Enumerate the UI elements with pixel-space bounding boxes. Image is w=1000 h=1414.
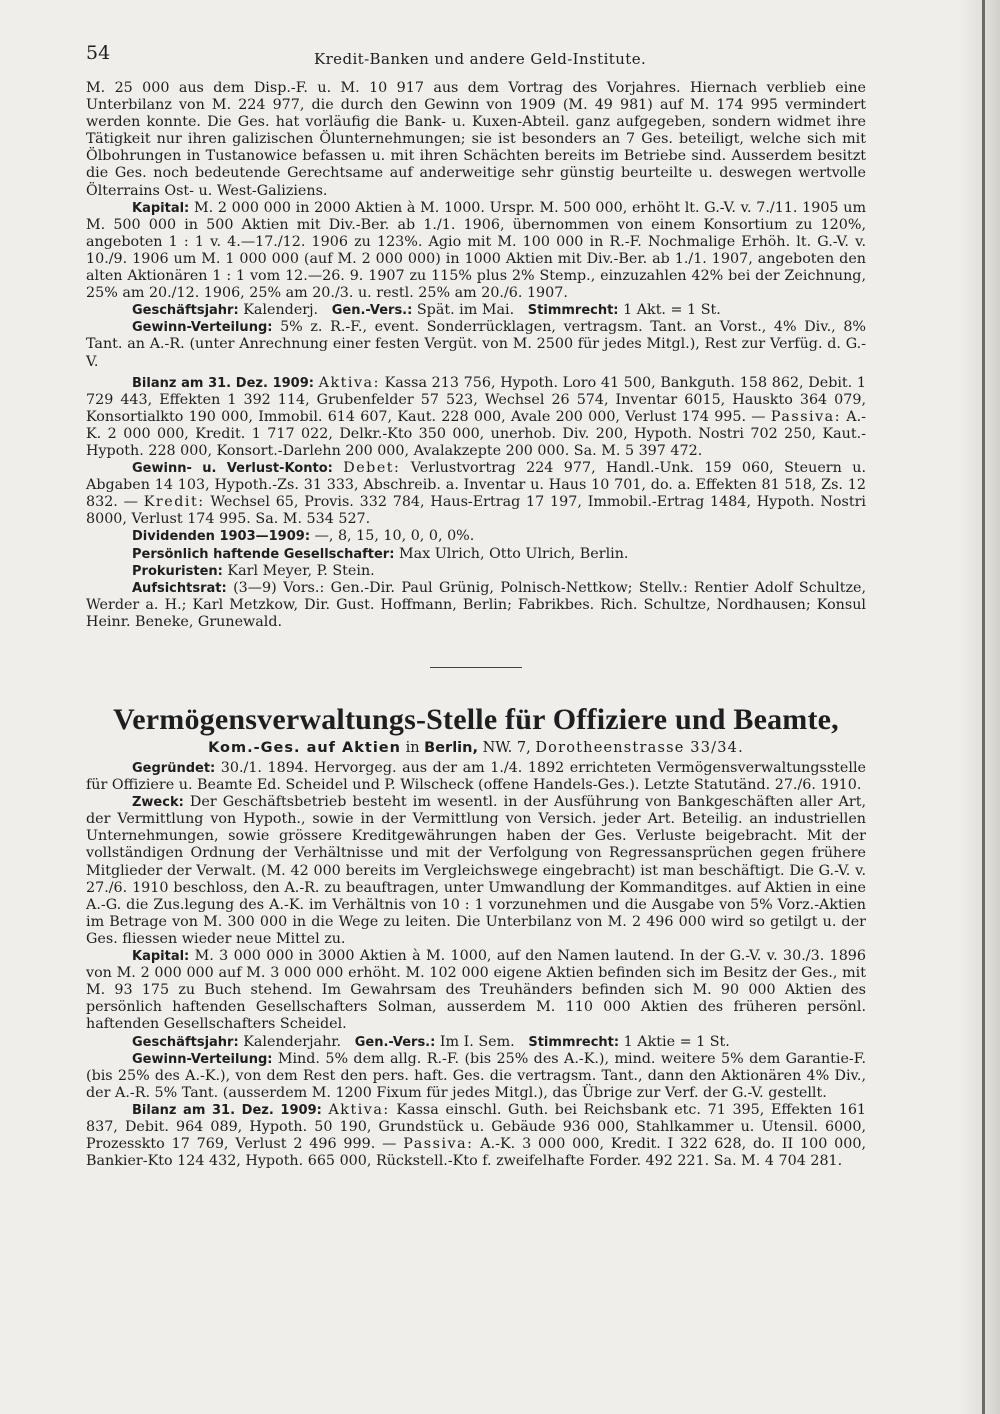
page: [86, 42, 866, 1170]
gewinn-verteilung-text: 5% z. R.-F., event. Sonderrücklagen, vertragsm. Tant. an Vorst., 4% Div., 8% Tant. an A.-R. (unter Anrechnung einer festen Vergüt. von M. 2500 für jedes Mitgl.), Rest zur Verfüg. d. G.-V.: [86, 319, 866, 370]
bilanz-entry: [86, 375, 866, 460]
passiva2-word: Passiva:: [403, 1136, 474, 1153]
gen-vers-label: Gen.-Vers.:: [331, 303, 413, 319]
intro-paragraph: M. 25 000 aus dem Disp.-F. u. M. 10 917 aus dem Vortrag des Vorjahres. Hiernach verblieb eine Unterbilanz von M. 224 977, die durch den Gewinn von 1909 (M. 49 981) auf M. 174 995 vermindert werden konnte. Die Ges. hat vorläufig die Bank- u. Kuxen-Abteil. ganz aufgegeben, sondern widmet ihre Tätigkeit nur ihren galizischen Ölunternehmungen; sie ist besonders an 7 Ges. beteiligt, welche sich mit Ölbohrungen in Tustanowice befassen u. mit ihren Schächten bereits im Betriebe sind. Ausserdem besitzt die Ges. noch bedeutende Gerechtsame auf anderweitige sehr günstig beurteilte u. deswegen wertvolle Ölterrains Ost- u. West-Galiziens.: [86, 80, 866, 199]
gewinn-verteilung-label: Gewinn-Verteilung:: [132, 320, 273, 336]
prokuristen-label: Prokuristen:: [132, 563, 223, 579]
stimmrecht2-text: 1 Aktie = 1 St.: [623, 1033, 730, 1050]
guv-debet-text: Verlustvortrag 224 977, Handl.-Unk. 159 060, Steuern u. Abgaben 14 103, Hypoth.-Zs. 31 333, Abschreib. a. Inventar u. Haus 10 701, do. a. Effekten 81 518, Zs. 12 832. —: [86, 460, 866, 511]
bilanz-passiva-text: A.-K. 2 000 000, Kredit. 1 717 022, Delkr.-Kto 350 000, unerhob. Div. 200, Hypoth. Nostri 702 250, Kaut.-Hypoth. 228 000, Konsort.-Darlehn 200 000, Avalakzepte 200 000. Sa. M. 5 397 472.: [86, 408, 866, 459]
bilanz2-aktiva-text: Kassa einschl. Guth. bei Reichsbank etc. 71 395, Effekten 161 837, Debit. 964 089, Hypoth. 50 190, Grundstück u. Gebäude 936 000, Stahlkammer u. Utensil. 6000, Prozesskto 17 769, Verlust 2 496 999. —: [86, 1101, 867, 1153]
dividenden-text: —, 8, 15, 10, 0, 0, 0%.: [314, 528, 475, 545]
dividenden-entry: [86, 528, 866, 545]
section-divider: [430, 667, 522, 668]
gewinn-verteilung2-label: Gewinn-Verteilung:: [132, 1051, 273, 1067]
guv-entry: [86, 460, 866, 528]
kapital2-text: M. 3 000 000 in 3000 Aktien à M. 1000, auf den Namen lautend. In der G.-V. v. 30./3. 1896 von M. 2 000 000 auf M. 3 000 000 erhöht. M. 102 000 eigene Aktien befinden sich im Besitz der Ges., mit M. 93 175 zu Buch stehend. Im Gewahrsam des Treuhänders befinden sich M. 90 000 Aktien des persönlich haftenden Gesellschafters Solman, ausserdem M. 110 000 Aktien des früheren persönl. haftenden Gesellschafters Scheidel.: [86, 948, 866, 1033]
page-header: [86, 42, 866, 76]
prokuristen-entry: [86, 563, 866, 580]
aufsichtsrat-text: (3—9) Vors.: Gen.-Dir. Paul Grünig, Polnisch-Nettkow; Stellv.: Rentier Adolf Schultze, Werder a. H.; Karl Metzkow, Dir. Gust. Hoffmann, Berlin; Fabrikbes. Rich. Schultze, Nordhausen; Konsul Heinr. Beneke, Grunewald.: [86, 579, 866, 630]
bilanz2-label: Bilanz am 31. Dez. 1909:: [132, 1102, 322, 1118]
kapital2-label: Kapital:: [132, 949, 190, 965]
bilanz-aktiva-text: Kassa 213 756, Hypoth. Loro 41 500, Bankguth. 158 862, Debit. 1 729 443, Effekten 1 392 114, Grubenfelder 57 523, Wechsel 26 574, Inventar 6015, Hauskto 364 079, Konsortialkto 190 000, Immobil. 614 607, Kaut. 228 000, Avale 200 000, Verlust 174 995. —: [86, 374, 867, 425]
geschaeftsjahr-entry: [86, 302, 866, 319]
legal-form: Kom.-Ges. auf Aktien: [208, 740, 401, 756]
gegruendet-entry: [86, 760, 866, 794]
geschaeftsjahr2-text: Kalenderjahr.: [243, 1033, 342, 1050]
company-subtitle: [86, 740, 866, 756]
bilanz2-entry: [86, 1102, 866, 1170]
guv-label: Gewinn- u. Verlust-Konto:: [132, 461, 333, 477]
prokuristen-text: Karl Meyer, P. Stein.: [227, 562, 375, 579]
gegruendet-label: Gegründet:: [132, 761, 216, 776]
geschaeftsjahr-label: Geschäftsjahr:: [132, 303, 239, 319]
in-word: in: [405, 740, 420, 756]
stimmrecht2-label: Stimmrecht:: [528, 1034, 620, 1050]
gewinn-verteilung2-text: Mind. 5% dem allg. R.-F. (bis 25% des A.-K.), mind. weitere 5% dem Garantie-F. (bis 25% des A.-K.), von dem Rest den pers. haft. Ges. die vertragsm. Tant., dann den Aktionären 4% Div., der A.-R. 5% Tant. (ausserdem M. 1200 Fixum für jedes Mitgl.), das Übrige zur Verf. der G.-V. gestellt.: [86, 1050, 866, 1101]
address-street: Dorotheenstrasse 33/34.: [535, 740, 744, 756]
city: Berlin,: [424, 740, 478, 756]
geschaeftsjahr2-label: Geschäftsjahr:: [132, 1034, 239, 1050]
stimmrecht-text: 1 Akt. = 1 St.: [623, 302, 721, 319]
scan-binding-line: [982, 0, 985, 1414]
bilanz2-passiva-text: A.-K. 3 000 000, Kredit. I 322 628, do. II 100 000, Bankier-Kto 124 432, Hypoth. 665 000, Rückstell.-Kto f. zweifelhafte Forder. 492 221. Sa. M. 4 704 281.: [86, 1136, 867, 1170]
running-title: Kredit-Banken und andere Geld-Institute.: [314, 50, 647, 68]
aktiva-word: Aktiva:: [318, 374, 380, 391]
debet-word: Debet:: [343, 460, 401, 477]
gen-vers2-text: Im I. Sem.: [439, 1033, 515, 1050]
page-number: 54: [86, 42, 111, 64]
zweck-label: Zweck:: [132, 795, 184, 811]
gen-vers-text: Spät. im Mai.: [416, 302, 515, 319]
aufsichtsrat-entry: [86, 580, 866, 631]
kapital-text: M. 2 000 000 in 2000 Aktien à M. 1000. Urspr. M. 500 000, erhöht lt. G.-V. v. 7./11. 1905 um M. 500 000 in 500 Aktien mit Div.-Ber. ab 1./1. 1906, übernommen von einem Konsortium zu 120%, angeboten 1 : 1 v. 4.—17./12. 1906 zu 123%. Agio mit M. 100 000 in R.-F. Nochmalige Erhöh. lt. G.-V. v. 10./9. 1906 um M. 1 000 000 (auf M. 2 000 000) in 1000 Aktien mit Div.-Ber. ab 1./1. 1907, angeboten den alten Aktionären 1 : 1 vom 12.—26. 9. 1907 zu 115% plus 2% Stemp., einzuzahlen 42% bei der Zeichnung, 25% am 20./12. 1906, 25% am 20./3. u. restl. 25% am 20./6. 1907.: [86, 199, 867, 302]
kapital2-entry: [86, 948, 866, 1033]
guv-kredit-text: Wechsel 65, Provis. 332 784, Haus-Ertrag 17 197, Immobil.-Ertrag 1484, Hypoth. Nostri 8000, Verlust 174 995. Sa. M. 534 527.: [86, 494, 867, 528]
gewinn-verteilung2-entry: [86, 1051, 866, 1102]
gesellschafter-entry: [86, 546, 866, 563]
gesellschafter-text: Max Ulrich, Otto Ulrich, Berlin.: [398, 545, 629, 562]
passiva-word: Passiva:: [770, 408, 842, 425]
kredit-word: Kredit:: [143, 494, 205, 511]
aktiva2-word: Aktiva:: [328, 1101, 390, 1118]
kapital-entry: [86, 200, 866, 303]
dividenden-label: Dividenden 1903—1909:: [132, 529, 311, 545]
zweck-entry: [86, 794, 866, 948]
stimmrecht-label: Stimmrecht:: [527, 303, 619, 319]
geschaeftsjahr-text: Kalenderj.: [243, 302, 319, 319]
gegruendet-text: 30./1. 1894. Hervorgeg. aus der am 1./4. 1892 errichteten Vermögensverwaltungsstelle für Offiziere u. Beamte Ed. Scheidel und P. Wilscheck (offene Handels-Ges.). Letzte Statutänd. 27./6. 1910.: [86, 760, 866, 794]
aufsichtsrat-label: Aufsichtsrat:: [132, 580, 227, 596]
geschaeftsjahr2-entry: [86, 1034, 866, 1051]
address-district: NW. 7,: [482, 740, 531, 756]
gesellschafter-label: Persönlich haftende Gesellschafter:: [132, 546, 395, 562]
bilanz-label: Bilanz am 31. Dez. 1909:: [132, 375, 314, 391]
gewinn-verteilung-entry: [86, 319, 866, 370]
zweck-text: Der Geschäftsbetrieb besteht im wesentl. in der Ausführung von Bankgeschäften aller Art, der Vermittlung von Hypoth., sowie in der Vermittlung von Versich. jeder Art. Beteilig. an industriellen Unternehmungen, sowie grössere Kreditgewährungen haben der Ges. Verluste beigebracht. Mit der vollständigen Ordnung der Verhältnisse und mit der Verfolgung von Regressansprüchen gegen frühere Mitglieder der Verwalt. (M. 42 000 bereits im Vergleichswege eingebracht) ist man beschäftigt. Die G.-V. v. 27./6. 1910 beschloss, den A.-R. zu beauftragen, unter Umwandlung der Kommanditges. auf Aktien in eine A.-G. die Zus.legung des A.-K. im Verhältnis von 10 : 1 vorzunehmen und die Ausgabe von 5% Vorz.-Aktien im Betrage von M. 300 000 in die Wege zu leiten. Die Unterbilanz von M. 2 496 000 wird so getilgt u. der Ges. fliessen wieder neue Mittel zu.: [86, 794, 866, 947]
kapital-label: Kapital:: [132, 200, 190, 216]
scan-edge: [958, 0, 1000, 1414]
company-title: Vermögensverwaltungs-Stelle für Offiziere und Beamte,: [113, 703, 839, 736]
gen-vers2-label: Gen.-Vers.:: [354, 1034, 436, 1050]
